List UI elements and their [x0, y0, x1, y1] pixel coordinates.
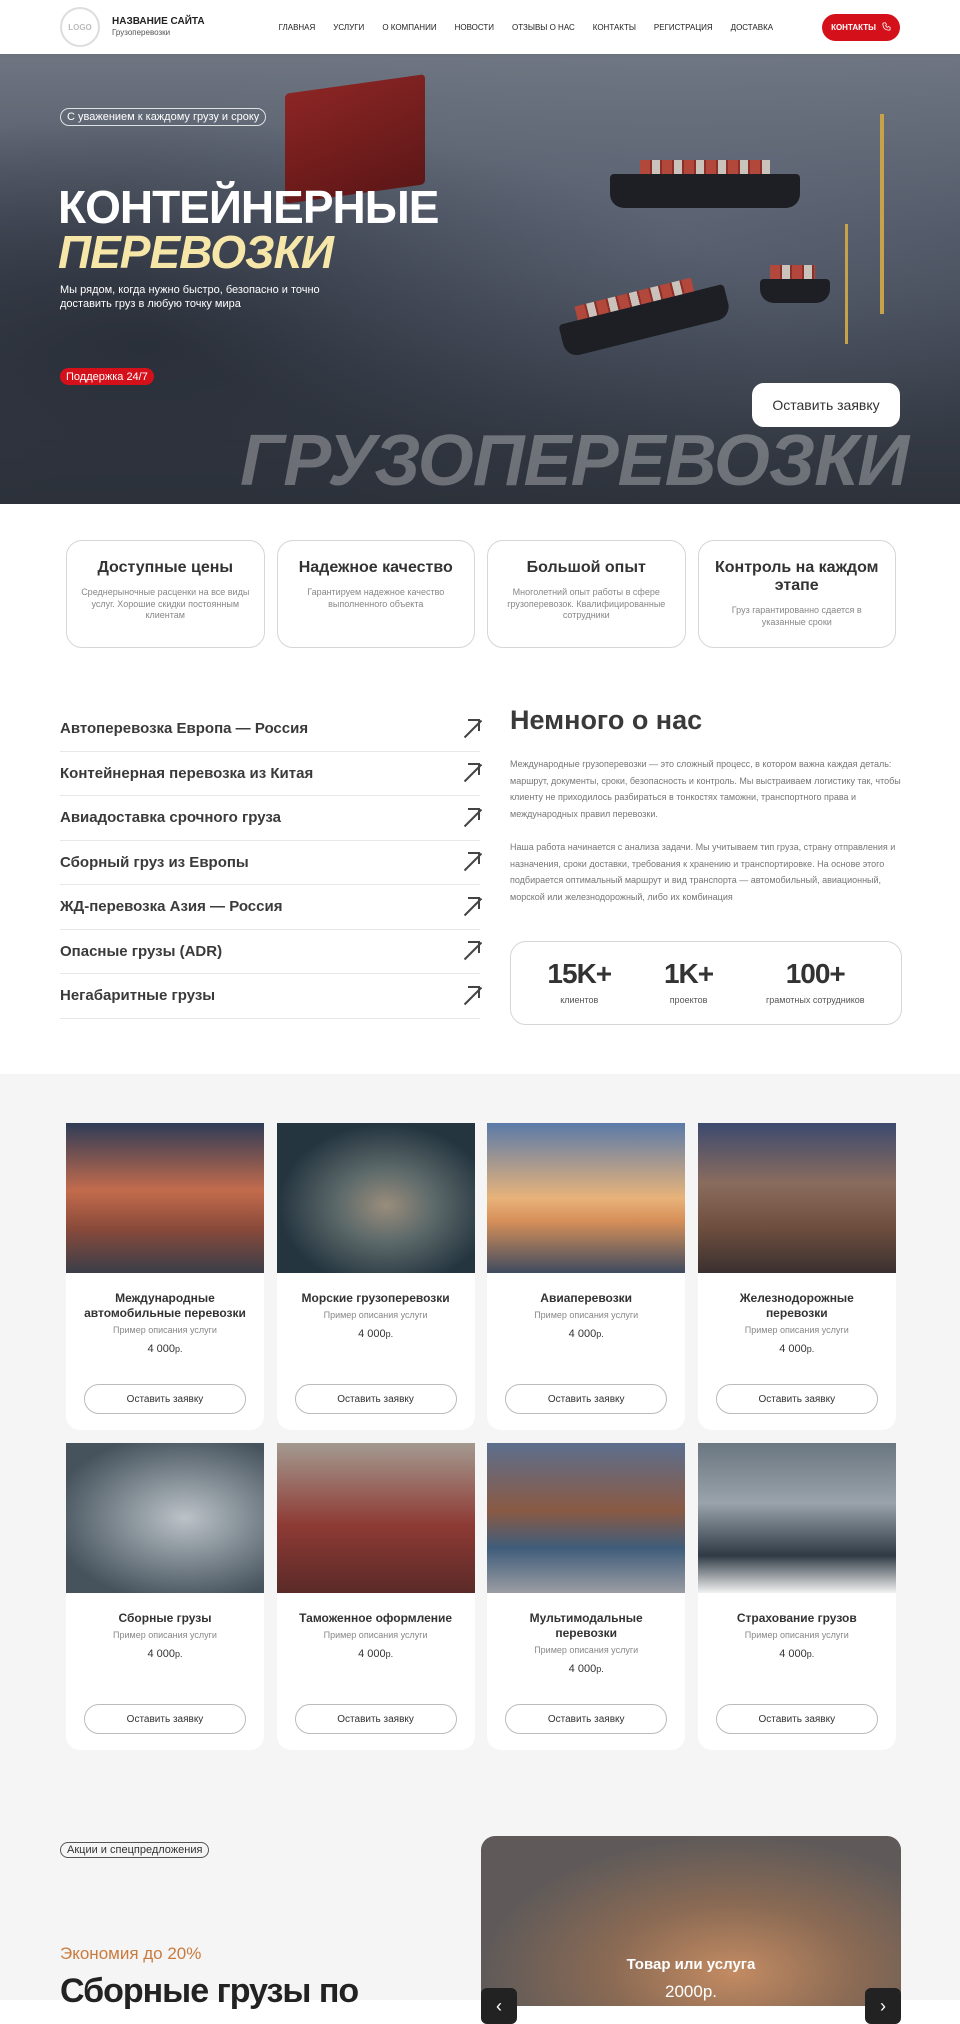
request-button[interactable]: Оставить заявку	[505, 1704, 667, 1734]
service-price	[66, 1343, 264, 1355]
service-card	[487, 1123, 685, 1430]
stat-item	[664, 958, 713, 1008]
arrow-up-right-icon	[460, 808, 480, 828]
about-title: Немного о нас	[510, 705, 703, 735]
nav-item-contacts[interactable]: КОНТАКТЫ	[592, 22, 636, 32]
price-value: 4 000	[358, 1328, 386, 1340]
nav-item-about[interactable]: О КОМПАНИИ	[382, 22, 437, 32]
price-currency: р.	[596, 1329, 604, 1339]
service-description: Пример описания услуги	[744, 1630, 849, 1640]
slide-caption: Товар или услуга	[626, 1956, 756, 1973]
service-title: Авиаперевозки	[540, 1291, 633, 1305]
nav-item-reviews[interactable]: ОТЗЫВЫ О НАС	[512, 22, 575, 32]
feature-text: Среднерыночные расценки на все виды услуг. Хорошие скидки постоянным клиентам	[81, 587, 250, 621]
slide-price: 2000р.	[665, 1982, 717, 2001]
price-currency: р.	[806, 1649, 815, 1659]
nav-item-delivery[interactable]: ДОСТАВКА	[730, 22, 774, 32]
stat-item	[766, 958, 865, 1008]
arrow-up-right-icon	[460, 719, 480, 739]
service-description: Пример описания услуги	[534, 1310, 639, 1320]
stat-item	[547, 958, 611, 1008]
promo-discount: Экономия до 20%	[60, 1944, 202, 1963]
service-title: Таможенное оформление	[299, 1611, 453, 1625]
price-value: 4 000	[358, 1648, 386, 1660]
site-name: НАЗВАНИЕ САЙТА	[112, 15, 205, 27]
service-link-label: Контейнерная перевозка из Китая	[60, 764, 314, 782]
feature-title: Доступные цены	[97, 559, 234, 576]
logo[interactable]: LOGO	[60, 7, 100, 47]
stat-label: клиентов	[560, 995, 599, 1005]
feature-text: Многолетний опыт работы в сфере грузоперевозок. Квалифицированные сотрудники	[507, 587, 666, 621]
service-image	[277, 1123, 475, 1273]
nav-item-registration[interactable]: РЕГИСТРАЦИЯ	[653, 22, 713, 32]
service-link[interactable]	[60, 974, 480, 1019]
feature-card	[698, 540, 897, 648]
feature-text: Гарантируем надежное качество выполненного объекта	[307, 587, 445, 609]
service-title: Страхование грузов	[736, 1611, 857, 1625]
feature-title: Надежное качество	[298, 559, 453, 576]
request-button[interactable]: Оставить заявку	[295, 1384, 457, 1414]
service-link-label: ЖД-перевозка Азия — Россия	[60, 898, 283, 916]
price-currency: р.	[175, 1649, 183, 1659]
price-currency: р.	[385, 1649, 394, 1659]
hero-title-highlight: ПЕРЕВОЗКИ	[58, 226, 333, 278]
service-card	[66, 1443, 264, 1750]
nav-item-services[interactable]: УСЛУГИ	[333, 22, 365, 32]
ship-illustration	[558, 284, 731, 358]
hero-banner	[0, 54, 960, 504]
ship-illustration	[760, 279, 830, 303]
service-description: Пример описания услуги	[744, 1325, 849, 1335]
site-header	[0, 0, 960, 54]
service-description: Пример описания услуги	[323, 1310, 428, 1320]
service-link[interactable]	[60, 796, 480, 841]
price-currency: р.	[806, 1344, 815, 1354]
service-card	[698, 1443, 896, 1750]
feature-title: Большой опыт	[526, 559, 646, 576]
service-title: Железнодорожные перевозки	[739, 1291, 854, 1320]
contacts-button[interactable]	[822, 14, 900, 41]
service-image	[66, 1123, 264, 1273]
price-currency: р.	[175, 1344, 183, 1354]
service-image	[66, 1443, 264, 1593]
service-description: Пример описания услуги	[113, 1630, 217, 1640]
arrow-up-right-icon	[460, 986, 480, 1006]
site-subtitle: Грузоперевозки	[112, 28, 171, 38]
service-link-label: Опасные грузы (ADR)	[60, 942, 223, 960]
service-link-label: Негабаритные грузы	[60, 987, 216, 1005]
service-title: Морские грузоперевозки	[301, 1291, 450, 1305]
slider-next-button[interactable]: ›	[865, 1988, 901, 2024]
request-button[interactable]: Оставить заявку	[716, 1704, 878, 1734]
hero-subtitle: Мы рядом, когда нужно быстро, безопасно и точно доставить груз в любую точку мира	[60, 284, 320, 310]
stat-value: 100+	[785, 958, 845, 989]
promo-slider	[481, 1836, 901, 2016]
request-button[interactable]: Оставить заявку	[716, 1384, 878, 1414]
service-price	[698, 1343, 896, 1355]
feature-card	[66, 540, 265, 648]
service-price	[277, 1328, 475, 1340]
service-image	[277, 1443, 475, 1593]
stat-label: проектов	[669, 995, 708, 1005]
service-image	[698, 1123, 896, 1273]
service-card	[487, 1443, 685, 1750]
service-price	[698, 1648, 896, 1660]
request-button[interactable]: Оставить заявку	[84, 1704, 246, 1734]
service-price	[66, 1648, 264, 1660]
service-link[interactable]	[60, 930, 480, 975]
service-link-label: Автоперевозка Европа — Россия	[60, 720, 309, 738]
nav-item-news[interactable]: НОВОСТИ	[454, 22, 495, 32]
price-value: 4 000	[147, 1343, 175, 1355]
service-link[interactable]	[60, 885, 480, 930]
promo-tag: Акции и спецпредложения	[60, 1842, 209, 1858]
service-title: Мультимодальные перевозки	[529, 1611, 643, 1640]
price-value: 4 000	[568, 1328, 597, 1340]
phone-icon	[882, 22, 891, 33]
crane-illustration	[880, 114, 884, 314]
service-description: Пример описания услуги	[113, 1325, 217, 1335]
stat-value: 15K+	[547, 958, 612, 989]
request-button[interactable]: Оставить заявку	[84, 1384, 246, 1414]
price-currency: р.	[385, 1329, 394, 1339]
price-value: 4 000	[147, 1648, 175, 1660]
service-description: Пример описания услуги	[534, 1645, 639, 1655]
promo-title: Сборные грузы по	[60, 1972, 359, 2010]
service-title: Сборные грузы	[118, 1611, 212, 1625]
service-link[interactable]	[60, 841, 480, 886]
hero-tag: С уважением к каждому грузу и сроку	[60, 108, 266, 126]
crane-illustration	[845, 224, 848, 344]
ship-illustration	[610, 174, 800, 208]
arrow-up-right-icon	[460, 763, 480, 783]
service-card	[277, 1123, 475, 1430]
about-paragraph: Международные грузоперевозки — это сложный процесс, в котором важна каждая деталь: маршрут, документы, сроки, безопасность и контроль. Мы выстраиваем логистику так, чтобы клиенту не приходилось разбираться в тонкостях таможни, транспортного права и международных правил перевозки.	[510, 759, 901, 819]
price-value: 4 000	[779, 1343, 807, 1355]
service-card	[698, 1123, 896, 1430]
service-link[interactable]	[60, 752, 480, 797]
service-image	[698, 1443, 896, 1593]
arrow-up-right-icon	[460, 897, 480, 917]
feature-card	[277, 540, 476, 648]
arrow-up-right-icon	[460, 941, 480, 961]
support-badge: Поддержка 24/7	[60, 368, 154, 385]
service-description: Пример описания услуги	[323, 1630, 428, 1640]
service-image	[487, 1443, 685, 1593]
request-button[interactable]: Оставить заявку	[505, 1384, 667, 1414]
price-value: 4 000	[568, 1663, 597, 1675]
request-button[interactable]: Оставить заявку	[295, 1704, 457, 1734]
feature-text: Груз гарантированно сдается в указанные сроки	[731, 605, 862, 627]
service-link[interactable]	[60, 707, 480, 752]
service-price	[277, 1648, 475, 1660]
stat-label: грамотных сотрудников	[765, 995, 865, 1005]
price-currency: р.	[596, 1664, 604, 1674]
service-price	[487, 1663, 685, 1675]
nav-item-home[interactable]: ГЛАВНАЯ	[278, 22, 316, 32]
stats-panel	[510, 941, 902, 1025]
hero-watermark: ГРУЗОПЕРЕВОЗКИ	[240, 421, 909, 501]
about-paragraph: Наша работа начинается с анализа задачи. Мы учитываем тип груза, страну отправления и назначения, сроки доставки, требования к хранению и транспортировке. На основе этого подбирается оптимальный маршрут и вид транспорта — автомобильный, авиационный, морской или железнодорожный, либо их комбинация	[510, 842, 896, 902]
service-image	[487, 1123, 685, 1273]
service-title: Международные автомобильные перевозки	[84, 1291, 246, 1320]
feature-title: Контроль на каждом этапе	[715, 559, 879, 594]
arrow-up-right-icon	[460, 852, 480, 872]
price-value: 4 000	[779, 1648, 807, 1660]
service-cards	[66, 1123, 896, 1750]
service-price	[487, 1328, 685, 1340]
feature-card	[487, 540, 686, 648]
main-nav	[279, 23, 774, 32]
features	[66, 540, 896, 648]
service-card	[277, 1443, 475, 1750]
hero-request-button[interactable]: Оставить заявку	[752, 383, 900, 427]
contacts-button-label: КОНТАКТЫ	[831, 23, 876, 32]
hero-title: КОНТЕЙНЕРНЫЕ	[58, 181, 439, 233]
service-card	[66, 1123, 264, 1430]
site-branding	[112, 16, 205, 39]
slider-prev-button[interactable]: ‹	[481, 1988, 517, 2024]
service-link-label: Сборный груз из Европы	[60, 853, 249, 871]
stat-value: 1K+	[663, 958, 714, 989]
services-list	[60, 707, 480, 1019]
service-link-label: Авиадоставка срочного груза	[60, 809, 281, 827]
